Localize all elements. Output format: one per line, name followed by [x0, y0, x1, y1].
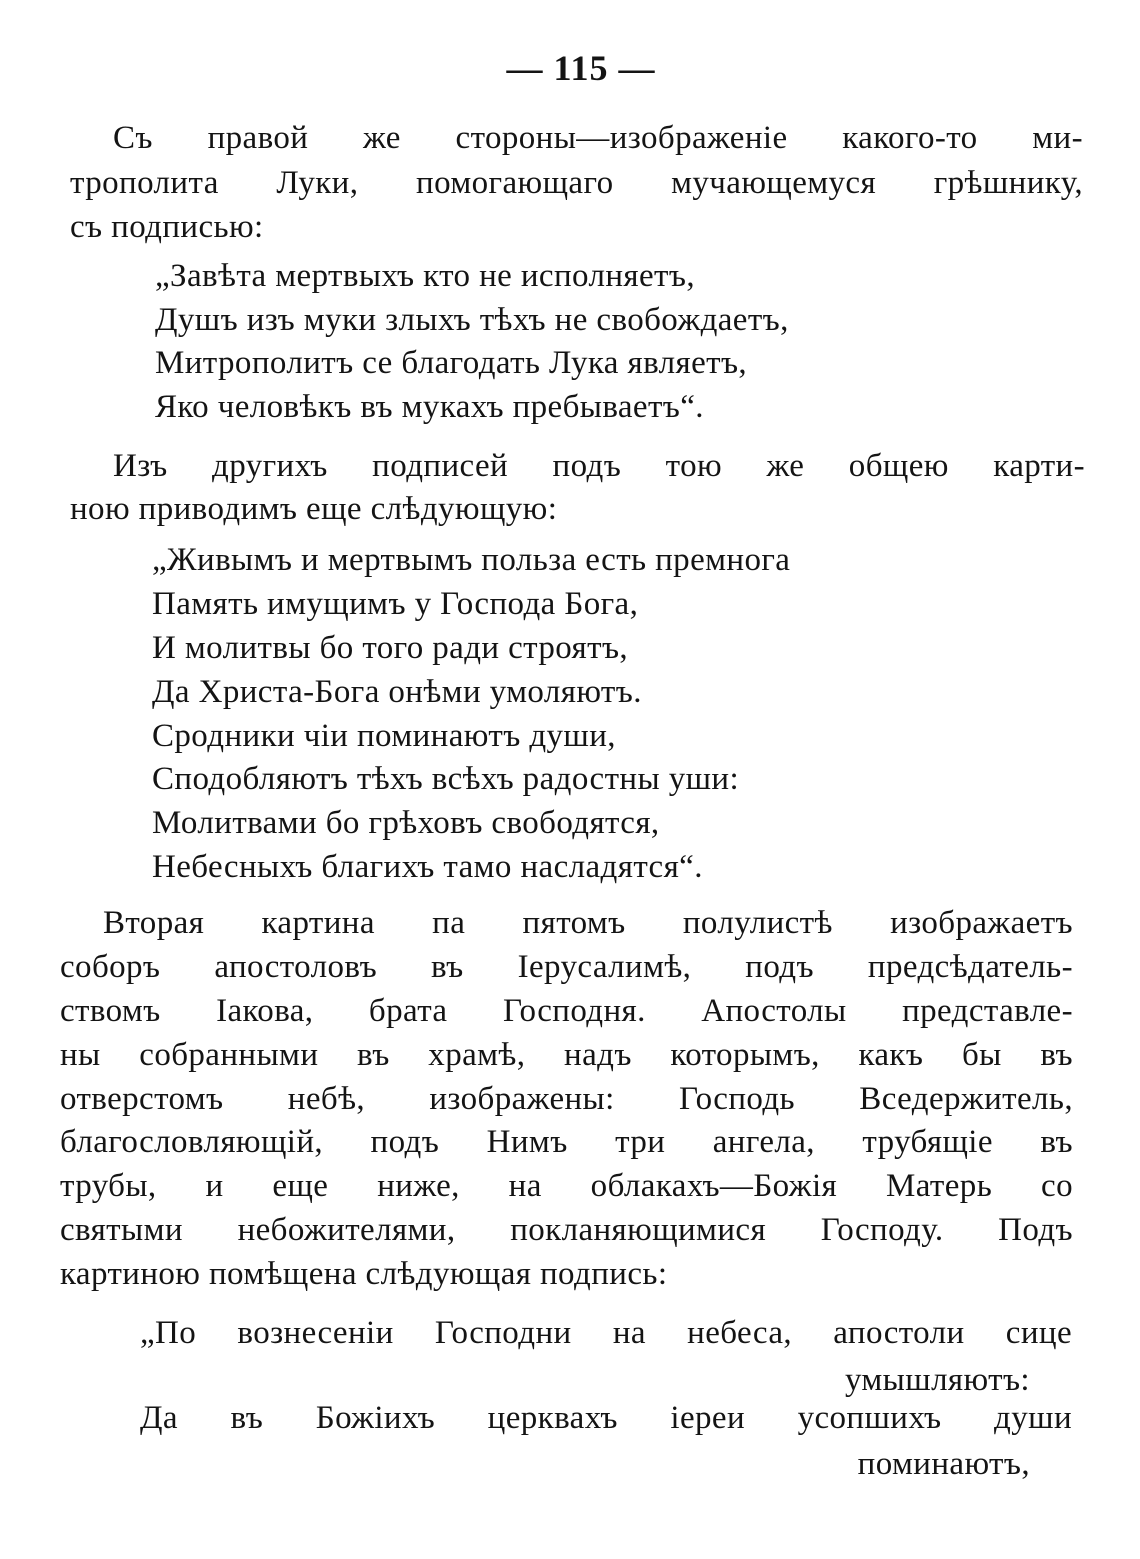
verse-line: Сродники чіи поминаютъ души, — [152, 718, 616, 754]
paragraph-line: ны собранными въ храмѣ, надъ которымъ, какъ бы въ — [60, 1037, 1073, 1073]
paragraph-line: картиною помѣщена слѣдующая подпись: — [60, 1256, 668, 1292]
verse-line: Митрополитъ се благодать Лука являетъ, — [155, 345, 748, 381]
verse-line: Душъ изъ муки злыхъ тѣхъ не свобождаетъ, — [155, 302, 789, 338]
verse-line: умышляютъ: — [844, 1362, 1030, 1398]
paragraph-line: Изъ другихъ подписей подъ тою же общею карти- — [113, 448, 1085, 484]
paragraph-line: соборъ апостоловъ въ Іерусалимѣ, подъ предсѣдатель- — [60, 949, 1073, 985]
verse-line: Память имущимъ у Господа Бога, — [152, 586, 639, 622]
page-number: — 115 — — [506, 48, 656, 88]
verse-line: Да въ Божіихъ церквахъ іереи усопшихъ души — [140, 1400, 1072, 1436]
paragraph-line: отверстомъ небѣ, изображены: Господь Вседержитель, — [60, 1081, 1073, 1117]
verse-line: „Живымъ и мертвымъ польза есть премнога — [152, 542, 791, 578]
verse-line: Молитвами бо грѣховъ свободятся, — [152, 805, 660, 841]
verse-line: Небесныхъ благихъ тамо насладятся“. — [152, 849, 703, 885]
verse-line: „По вознесеніи Господни на небеса, апостоли сице — [140, 1315, 1072, 1351]
paragraph-line: трубы, и еще ниже, на облакахъ—Божія Матерь со — [60, 1168, 1073, 1204]
paragraph-line: съ подписью: — [70, 209, 264, 245]
paragraph-line: благословляющій, подъ Нимъ три ангела, трубящіе въ — [60, 1124, 1073, 1160]
paragraph-line: Вторая картина па пятомъ полулистѣ изображаетъ — [103, 905, 1073, 941]
paragraph-line: трополита Луки, помогающаго мучающемуся грѣшнику, — [70, 165, 1083, 201]
paragraph-line: святыми небожителями, покланяющимися Господу. Подъ — [60, 1212, 1073, 1248]
verse-line: поминаютъ, — [857, 1446, 1030, 1482]
verse-line: Да Христа-Бога онѣми умоляютъ. — [152, 674, 642, 710]
paragraph-line: Съ правой же стороны—изображеніе какого-то ми- — [113, 120, 1083, 156]
verse-line: „Завѣта мертвыхъ кто не исполняетъ, — [155, 258, 695, 294]
verse-line: Яко человѣкъ въ мукахъ пребываетъ“. — [155, 389, 704, 425]
paragraph-line: ствомъ Іакова, брата Господня. Апостолы представле- — [60, 993, 1073, 1029]
verse-line: И молитвы бо того ради строятъ, — [152, 630, 629, 666]
paragraph-line: ною приводимъ еще слѣдующую: — [70, 491, 558, 527]
verse-line: Сподобляютъ тѣхъ всѣхъ радостны уши: — [152, 761, 740, 797]
